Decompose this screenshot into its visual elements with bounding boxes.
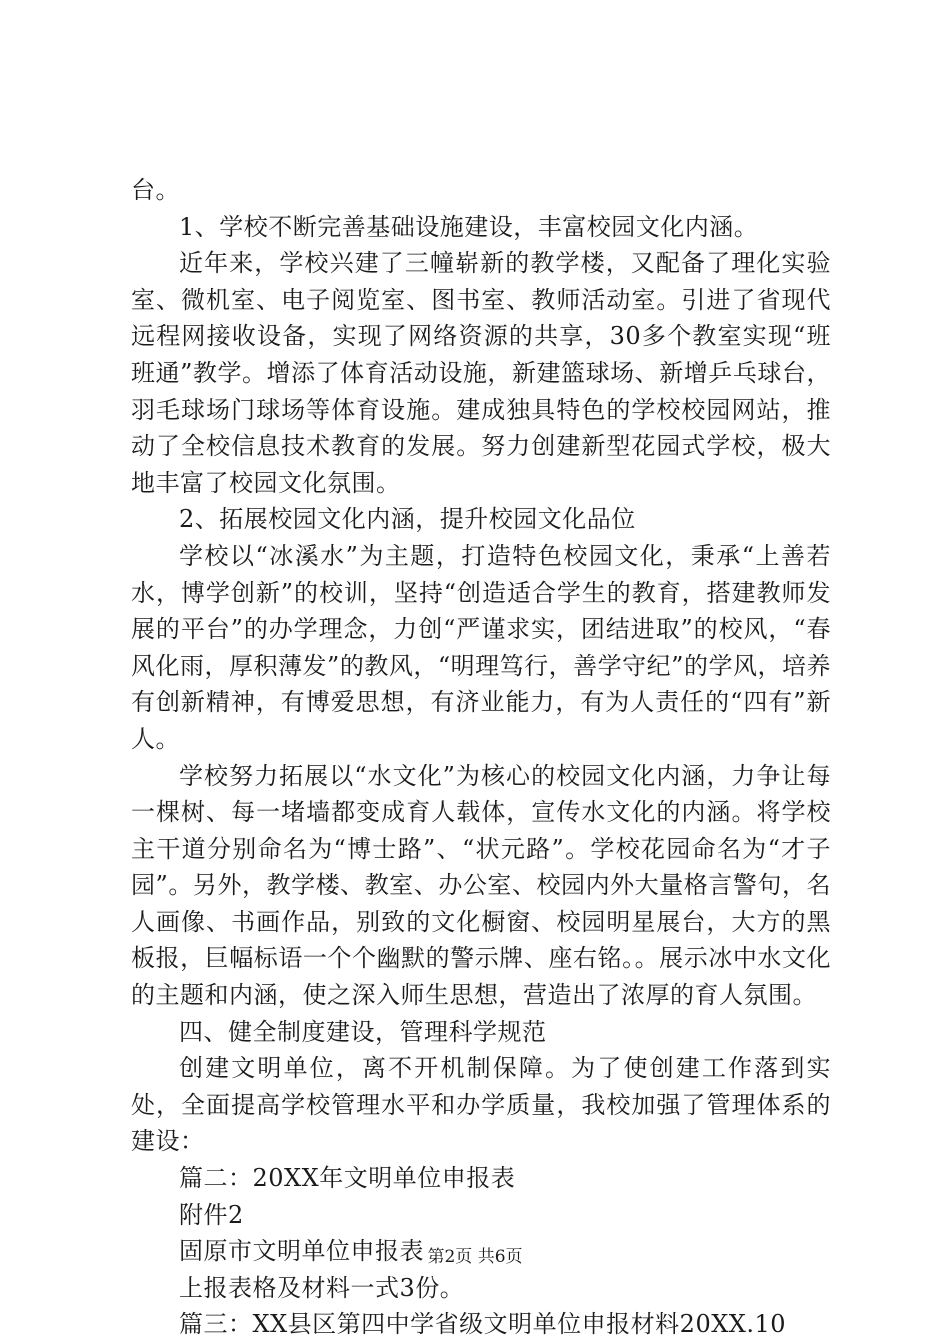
page-number-label: 第2页 共6页: [427, 1247, 523, 1267]
paragraph-3: 2、拓展校园文化内涵，提升校园文化品位: [179, 505, 636, 534]
paragraph-10: 固原市文明单位申报表: [179, 1237, 424, 1266]
paragraph-2: 近年来，学校兴建了三幢崭新的教学楼，又配备了理化实验室、微机室、电子阅览室、图书室、教师活动室。引进了省现代远程网接收设备，实现了网络资源的共享，30多个教室实现“班班通”教学。增添了体育活动设施，新建篮球场、新增乒乓球台，羽毛球场门球场等体育设施。建成独具特色的学校校园网站，推动了全校信息技术教育的发展。努力创建新型花园式学校，极大地丰富了校园文化氛围。: [131, 249, 831, 497]
paragraph-0: 台。: [131, 176, 180, 204]
paragraph-12: 篇三：XX县区第四中学省级文明单位申报材料20XX.10: [179, 1310, 787, 1339]
page-footer: [0, 1242, 950, 1267]
paragraph-8: 篇二：20XX年文明单位申报表: [179, 1164, 516, 1193]
paragraph-1: 1、学校不断完善基础设施建设，丰富校园文化内涵。: [179, 212, 759, 241]
document-body: [131, 172, 831, 1343]
paragraph-9: 附件2: [179, 1200, 244, 1229]
paragraph-5: 学校努力拓展以“水文化”为核心的校园文化内涵，力争让每一棵树、每一堵墙都变成育人载体，宣传水文化的内涵。将学校主干道分别命名为“博士路”、“状元路”。学校花园命名为“才子园”。另外，教学楼、教室、办公室、校园内外大量格言警句，名人画像、书画作品，别致的文化橱窗、校园明星展台，大方的黑板报，巨幅标语一个个幽默的警示牌、座右铭。。展示冰中水文化的主题和内涵，使之深入师生思想，营造出了浓厚的育人氛围。: [131, 761, 831, 1010]
paragraph-11: 上报表格及材料一式3份。: [179, 1273, 465, 1302]
paragraph-7: 创建文明单位，离不开机制保障。为了使创建工作落到实处，全面提高学校管理水平和办学质量，我校加强了管理体系的建设：: [131, 1054, 831, 1156]
paragraph-6: 四、健全制度建设，管理科学规范: [179, 1017, 547, 1046]
paragraph-4: 学校以“冰溪水”为主题，打造特色校园文化，秉承“上善若水，博学创新”的校训，坚持“创造适合学生的教育，搭建教师发展的平台”的办学理念，力创“严谨求实，团结进取”的校风，“春风化雨，厚积薄发”的教风，“明理笃行，善学守纪”的学风，培养有创新精神，有博爱思想，有济业能力，有为人责任的“四有”新人。: [131, 541, 831, 753]
